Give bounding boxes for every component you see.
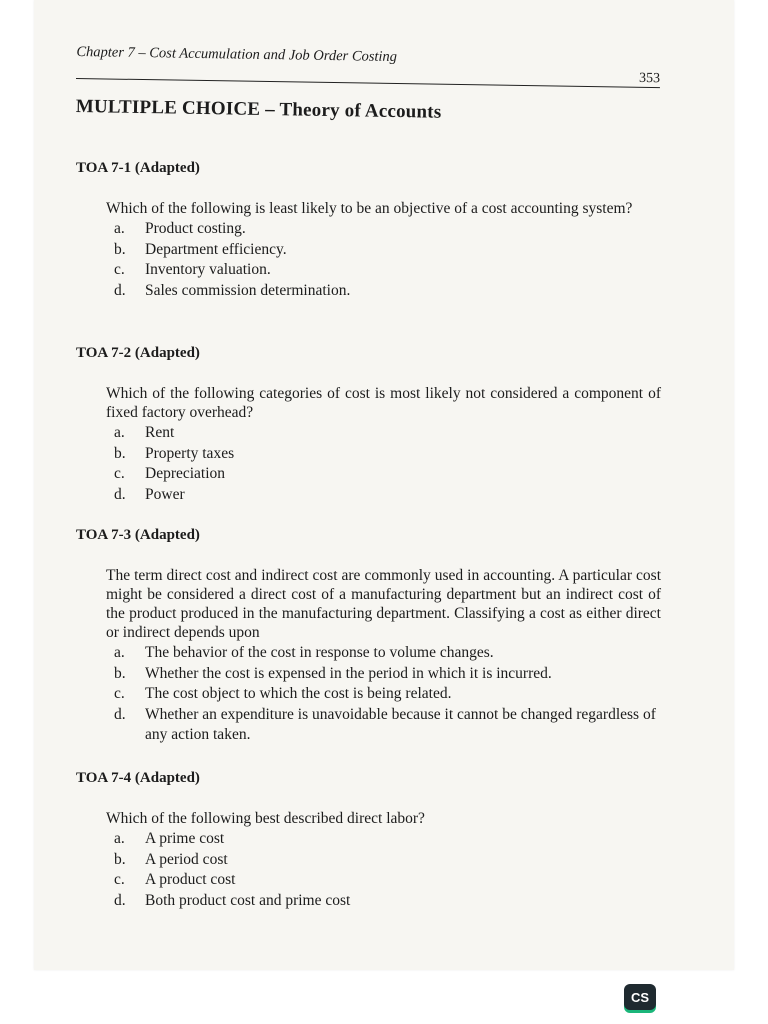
option-b <box>114 444 661 465</box>
question-toa-7-1 <box>76 160 661 301</box>
option-letter: c. <box>114 465 125 482</box>
option-a <box>114 423 661 444</box>
option-d <box>114 705 661 746</box>
question-toa-7-3 <box>76 527 661 746</box>
chapter-title: Chapter 7 – Cost Accumulation and Job Order Costing <box>76 44 398 66</box>
option-letter: a. <box>114 644 125 661</box>
option-text: Depreciation <box>145 465 226 482</box>
options-list <box>114 643 661 746</box>
question-toa-7-2 <box>76 345 661 505</box>
options-list <box>114 219 661 301</box>
option-text: Both product cost and prime cost <box>145 891 351 909</box>
option-c <box>114 260 661 281</box>
option-b <box>114 850 661 871</box>
option-text: A product cost <box>145 871 236 888</box>
option-c <box>114 684 661 705</box>
option-letter: a. <box>114 424 125 441</box>
option-text: A prime cost <box>145 830 225 847</box>
option-letter: d. <box>114 891 126 909</box>
options-list <box>114 423 661 505</box>
question-stem: The term direct cost and indirect cost are commonly used in accounting. A particular cost might be considered a direct cost of a manufacturing department but an indirect cost of the product produced in the manufacturing department. Classifying a cost as either direct or indirect depends upon <box>106 567 661 641</box>
question-stem: Which of the following best described direct labor? <box>106 810 425 827</box>
option-b <box>114 240 661 261</box>
option-text: Sales commission determination. <box>145 281 351 299</box>
option-a <box>114 643 661 664</box>
option-text: A period cost <box>145 850 228 868</box>
section-title: MULTIPLE CHOICE – Theory of Accounts <box>75 96 442 123</box>
option-d <box>114 485 661 506</box>
document-page <box>34 0 734 970</box>
running-header <box>76 38 661 88</box>
option-letter: b. <box>114 240 126 258</box>
option-b <box>114 664 661 685</box>
option-letter: b. <box>114 664 126 682</box>
question-id: TOA 7-2 (Adapted) <box>76 345 200 361</box>
option-c <box>114 464 661 485</box>
option-letter: b. <box>114 444 126 462</box>
option-text: Inventory valuation. <box>145 261 271 278</box>
option-text: Power <box>145 485 185 503</box>
option-text: Whether an expenditure is unavoidable because it cannot be changed regardless of any action taken. <box>145 705 656 743</box>
option-c <box>114 870 661 891</box>
option-letter: c. <box>114 261 125 278</box>
question-id: TOA 7-1 (Adapted) <box>76 160 200 176</box>
option-letter: d. <box>114 485 126 503</box>
question-id: TOA 7-4 (Adapted) <box>76 770 200 786</box>
page-number: 353 <box>638 70 661 87</box>
option-letter: c. <box>114 685 125 702</box>
option-text: Rent <box>145 424 175 441</box>
option-letter: d. <box>114 281 126 299</box>
option-text: Product costing. <box>145 220 246 237</box>
option-a <box>114 829 661 850</box>
option-letter: d. <box>114 705 126 723</box>
option-letter: c. <box>114 871 125 888</box>
option-d <box>114 891 661 912</box>
option-text: Property taxes <box>145 444 235 462</box>
option-a <box>114 219 661 240</box>
question-id: TOA 7-3 (Adapted) <box>76 527 200 543</box>
option-letter: b. <box>114 850 126 868</box>
option-text: The behavior of the cost in response to volume changes. <box>145 644 494 661</box>
option-text: Department efficiency. <box>145 240 287 258</box>
question-toa-7-4 <box>76 770 661 911</box>
question-stem: Which of the following categories of cost is most likely not considered a component of fixed factory overhead? <box>106 385 661 421</box>
question-stem: Which of the following is least likely to be an objective of a cost accounting system? <box>106 200 633 217</box>
option-letter: a. <box>114 220 125 237</box>
option-text: The cost object to which the cost is being related. <box>145 685 452 702</box>
option-text: Whether the cost is expensed in the period in which it is incurred. <box>145 664 552 682</box>
camscanner-logo-icon: CS <box>624 984 656 1010</box>
option-d <box>114 281 661 302</box>
options-list <box>114 829 661 911</box>
option-letter: a. <box>114 830 125 847</box>
